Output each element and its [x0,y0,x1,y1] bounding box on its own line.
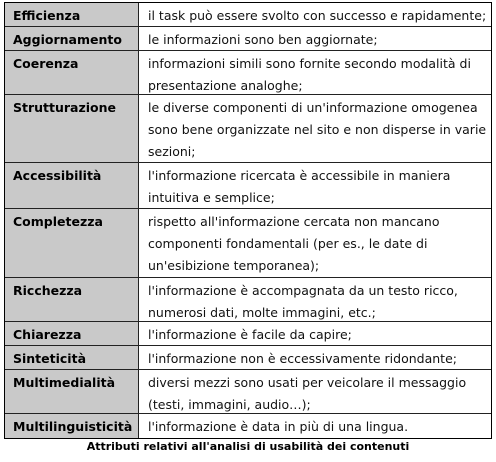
attribute-description: l'informazione è facile da capire; [148,327,352,342]
table-row [5,278,491,322]
attribute-description: informazioni simili sono fornite secondo modalità di presentazione analoghe; [148,56,471,93]
table-row [5,414,491,438]
attribute-name: Strutturazione [5,95,139,162]
attribute-description: l'informazione è data in più di una lingua. [148,419,409,434]
attribute-description: le diverse componenti di un'informazione omogenea sono bene organizzate nel sito e non disperse in varie sezioni; [148,100,487,159]
attribute-name: Multilinguisticità [5,414,139,438]
table-row [5,370,491,414]
attribute-description: diversi mezzi sono usati per veicolare il messaggio (testi, immagini, audio…); [148,375,467,412]
attribute-name: Sinteticità [5,346,139,369]
usability-attributes-table [4,2,492,439]
table-row [5,209,491,278]
table-row [5,163,491,209]
attribute-name: Ricchezza [5,278,139,321]
attribute-name: Chiarezza [5,322,139,345]
attribute-description: le informazioni sono ben aggiornate; [148,32,378,47]
attribute-description: l'informazione ricercata è accessibile in maniera intuitiva e semplice; [148,168,451,205]
attribute-description: l'informazione è accompagnata da un testo ricco, numerosi dati, molte immagini, etc.; [148,283,458,320]
table-caption: Attributi relativi all'analisi di usabilità dei contenuti [86,440,410,453]
attribute-description: rispetto all'informazione cercata non mancano componenti fondamentali (per es., le date di un'esibizione temporanea); [148,214,440,273]
attribute-name: Multimedialità [5,370,139,413]
table-row [5,51,491,95]
attribute-name: Efficienza [5,3,139,26]
attribute-name: Accessibilità [5,163,139,208]
attribute-description: il task può essere svolto con successo e rapidamente; [148,8,487,23]
attribute-name: Aggiornamento [5,27,139,50]
attribute-name: Coerenza [5,51,139,94]
attribute-description: l'informazione non è eccessivamente ridondante; [148,351,457,366]
attribute-name: Completezza [5,209,139,277]
table-row [5,95,491,163]
